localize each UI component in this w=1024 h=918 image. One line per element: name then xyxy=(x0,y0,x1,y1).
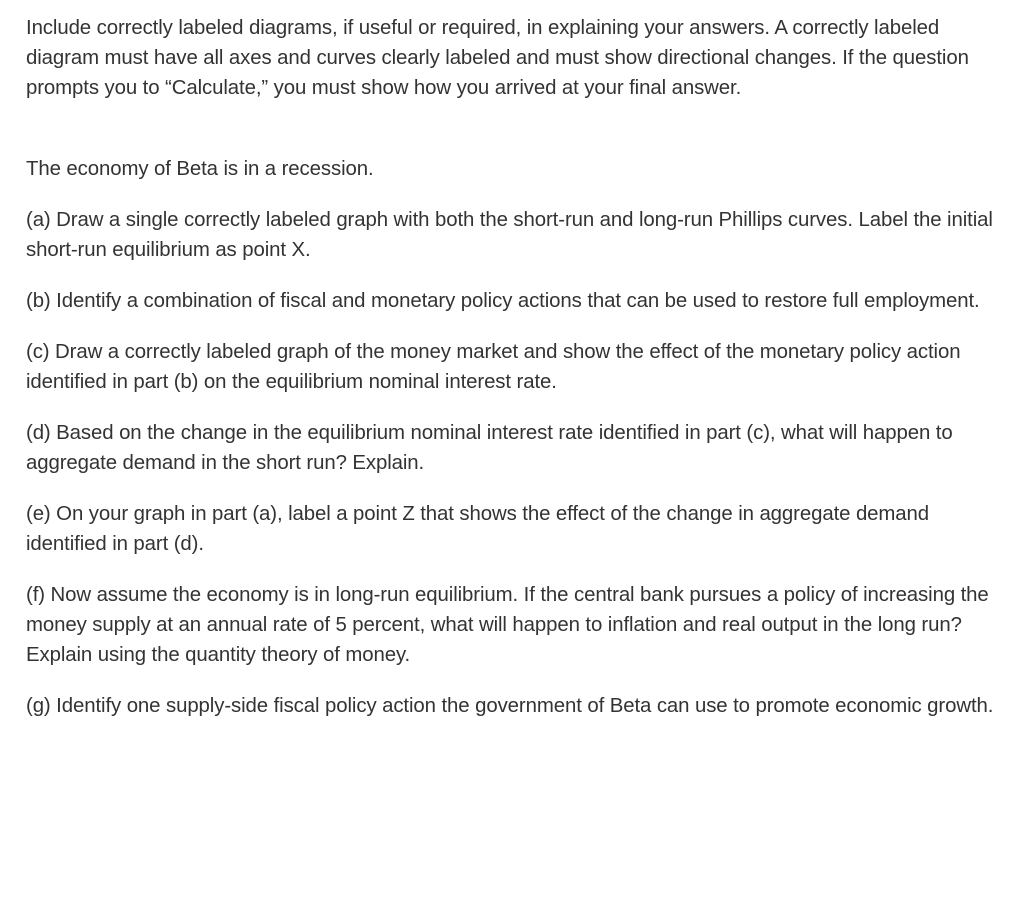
question-part-f: (f) Now assume the economy is in long-run equilibrium. If the central bank pursues a policy of increasing the money supply at an annual rate of 5 percent, what will happen to inflation and real output in the long run? Explain using the quantity theory of money. xyxy=(26,584,989,666)
question-part-g: (g) Identify one supply-side fiscal policy action the government of Beta can use to promote economic growth. xyxy=(26,695,994,717)
instructions-paragraph: Include correctly labeled diagrams, if useful or required, in explaining your answers. A correctly labeled diagram must have all axes and curves clearly labeled and must show directional changes. If the question prompts you to “Calculate,” you must show how you arrived at your final answer. xyxy=(26,17,969,99)
question-part-b: (b) Identify a combination of fiscal and monetary policy actions that can be used to restore full employment. xyxy=(26,290,980,312)
question-part-a: (a) Draw a single correctly labeled graph with both the short-run and long-run Phillips curves. Label the initial short-run equilibrium as point X. xyxy=(26,209,993,261)
question-intro: The economy of Beta is in a recession. xyxy=(26,158,374,180)
question-part-d: (d) Based on the change in the equilibrium nominal interest rate identified in part (c), what will happen to aggregate demand in the short run? Explain. xyxy=(26,422,953,474)
question-part-e: (e) On your graph in part (a), label a point Z that shows the effect of the change in aggregate demand identified in part (d). xyxy=(26,503,930,555)
question-part-c: (c) Draw a correctly labeled graph of the money market and show the effect of the monetary policy action identified in part (b) on the equilibrium nominal interest rate. xyxy=(26,341,961,393)
